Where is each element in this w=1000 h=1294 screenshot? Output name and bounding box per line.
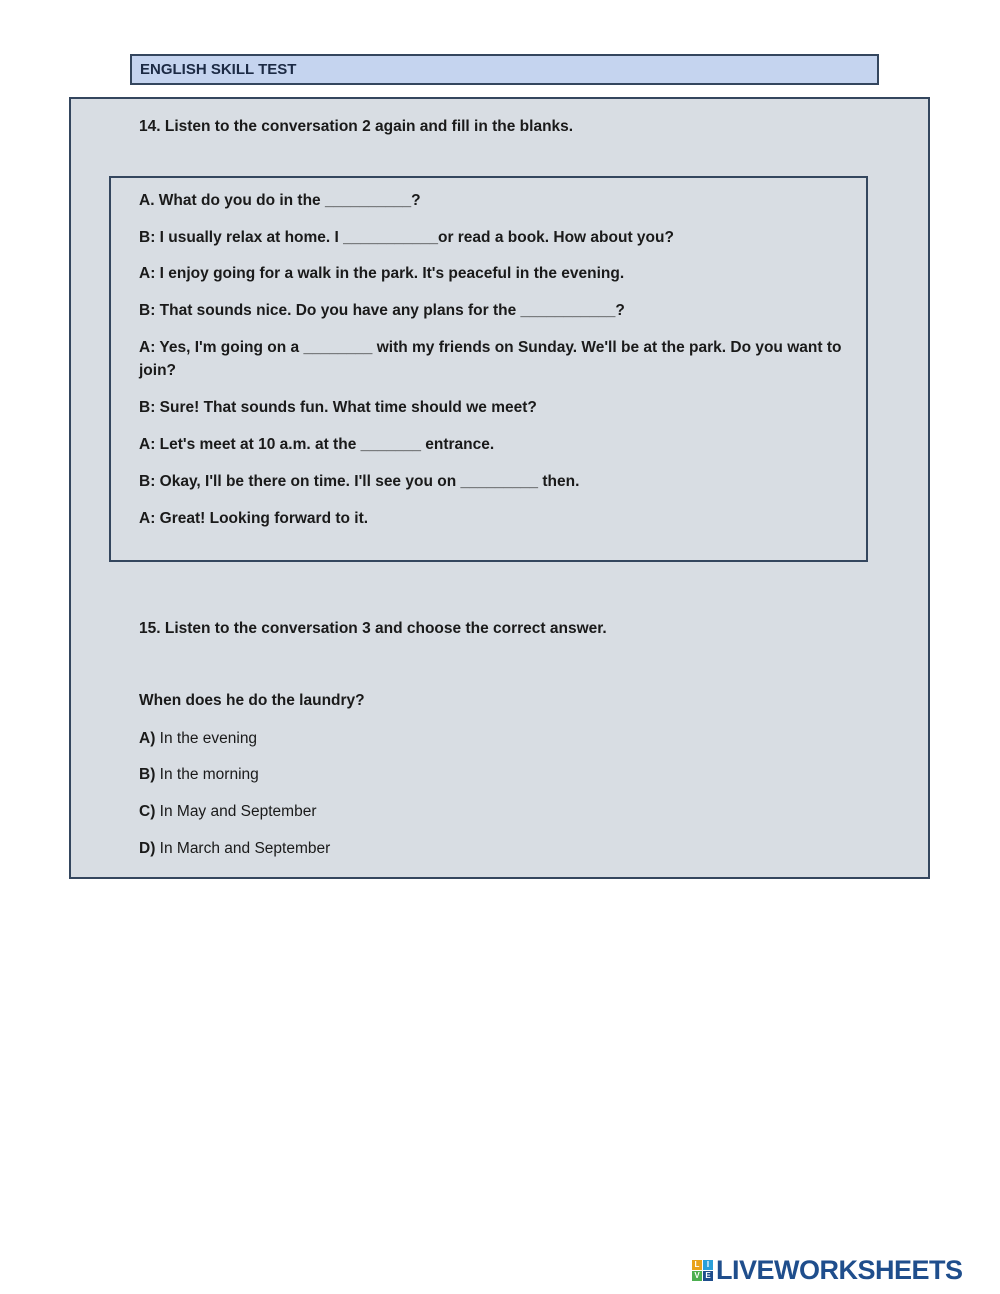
option-text: In the evening xyxy=(159,730,258,747)
logo-letter: I xyxy=(703,1260,713,1270)
dialogue-line: B: Sure! That sounds fun. What time should we meet? xyxy=(139,399,537,416)
option-letter: C) xyxy=(139,803,156,820)
dialogue-line: B: That sounds nice. Do you have any plans for the ___________? xyxy=(139,302,625,319)
logo-letter: E xyxy=(703,1271,713,1281)
liveworksheets-logo[interactable] xyxy=(692,1255,963,1285)
option-letter: D) xyxy=(139,840,156,857)
logo-letter: V xyxy=(692,1271,702,1281)
option-letter: A) xyxy=(139,730,156,747)
dialogue-line: B: I usually relax at home. I ___________or read a book. How about you? xyxy=(139,229,674,246)
logo-letter: L xyxy=(692,1260,702,1270)
answer-option-a[interactable] xyxy=(139,730,257,748)
dialogue-line: A: Great! Looking forward to it. xyxy=(139,510,369,527)
logo-text: LIVEWORKSHEETS xyxy=(716,1254,963,1285)
dialogue-line: A: Let's meet at 10 a.m. at the _______ entrance. xyxy=(139,436,495,453)
option-text: In May and September xyxy=(159,803,317,820)
dialogue-line: A. What do you do in the __________? xyxy=(139,192,421,209)
answer-option-b[interactable] xyxy=(139,766,259,784)
answer-option-d[interactable] xyxy=(139,840,330,858)
dialogue-line: A: Yes, I'm going on a ________ with my friends on Sunday. We'll be at the park. Do you want to join? xyxy=(139,339,842,379)
option-text: In the morning xyxy=(159,766,259,783)
question-14-title: 14. Listen to the conversation 2 again and fill in the blanks. xyxy=(139,118,574,135)
option-letter: B) xyxy=(139,766,156,783)
logo-mark-icon xyxy=(692,1260,713,1281)
dialogue-line: A: I enjoy going for a walk in the park. It's peaceful in the evening. xyxy=(139,265,625,282)
answer-option-c[interactable] xyxy=(139,803,316,821)
option-text: In March and September xyxy=(159,840,331,857)
dialogue-line: B: Okay, I'll be there on time. I'll see you on _________ then. xyxy=(139,473,580,490)
test-title: ENGLISH SKILL TEST xyxy=(140,61,297,78)
question-15-prompt: When does he do the laundry? xyxy=(139,692,365,709)
question-15-title: 15. Listen to the conversation 3 and choose the correct answer. xyxy=(139,620,607,637)
test-header xyxy=(130,54,879,85)
